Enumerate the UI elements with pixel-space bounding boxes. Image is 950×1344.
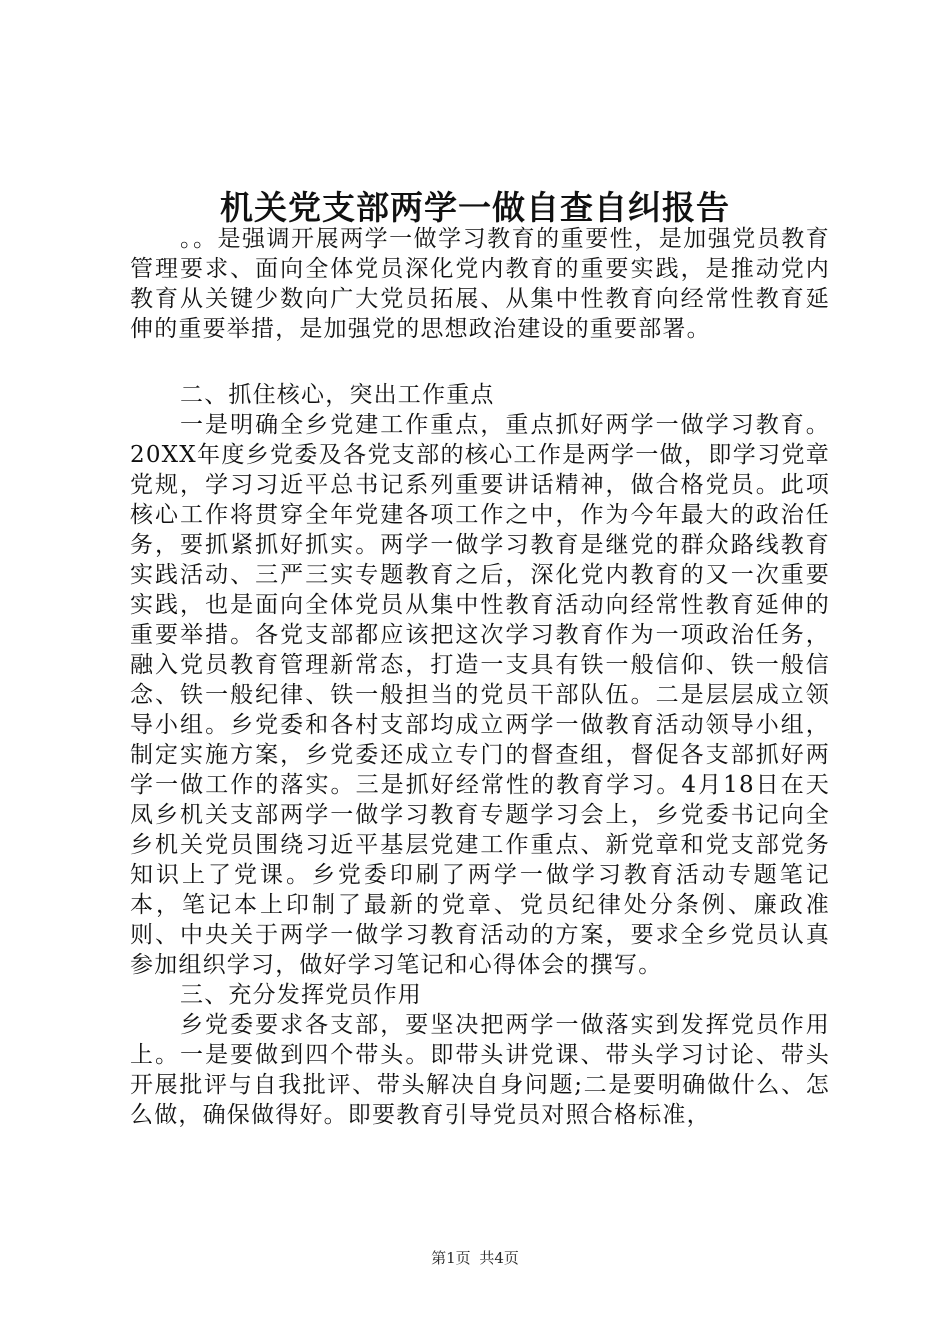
paragraph-section-2: 一是明确全乡党建工作重点，重点抓好两学一做学习教育。20XX年度乡党委及各党支部的核心工作是两学一做，即学习党章党规，学习习近平总书记系列重要讲话精神，做合格党员。此项核心工作将贯穿全年党建各项工作之中，作为今年最大的政治任务，要抓紧抓好抓实。两学一做学习教育是继党的群众路线教育实践活动、三严三实专题教育之后，深化党内教育的又一次重要实践，也是面向全体党员从集中性教育活动向经常性教育延伸的重要举措。各党支部都应该把这次学习教育作为一项政治任务，融入党员教育管理新常态，打造一支具有铁一般信仰、铁一般信念、铁一般纪律、铁一般担当的党员干部队伍。二是层层成立领导小组。乡党委和各村支部均成立两学一做教育活动领导小组，制定实施方案，乡党委还成立专门的督查组，督促各支部抓好两学一做工作的落实。三是抓好经常性的教育学习。4月18日在天凤乡机关支部两学一做学习教育专题学习会上，乡党委书记向全乡机关党员围绕习近平基层党建工作重点、新党章和党支部党务知识上了党课。乡党委印刷了两学一做学习教育活动专题笔记本，笔记本上印制了最新的党章、党员纪律处分条例、廉政准则、中央关于两学一做学习教育活动的方案，要求全乡党员认真参加组织学习，做好学习笔记和心得体会的撰写。 [130,412,830,978]
page-total: 共4页 [479,1249,519,1267]
section-heading-2: 二、抓住核心，突出工作重点 [180,382,495,408]
section-heading-3: 三、充分发挥党员作用 [180,982,422,1008]
document-title: 机关党支部两学一做自查自纠报告 [220,188,730,227]
paragraph-gap [130,344,830,380]
paragraph-section-3: 乡党委要求各支部，要坚决把两学一做落实到发挥党员作用上。一是要做到四个带头。即带头讲党课、带头学习讨论、带头开展批评与自我批评、带头解决自身问题;二是要明确做什么、怎么做，确保做得好。即要教育引导党员对照合格标准， [130,1012,830,1128]
document-body [130,224,830,1130]
paragraph-intro: 。。是强调开展两学一做学习教育的重要性，是加强党员教育管理要求、面向全体党员深化党内教育的重要实践，是推动党内教育从关键少数向广大党员拓展、从集中性教育向经常性教育延伸的重要举措，是加强党的思想政治建设的重要部署。 [130,226,830,342]
page-number: 第1页 [431,1249,471,1267]
page-footer [0,1247,950,1268]
